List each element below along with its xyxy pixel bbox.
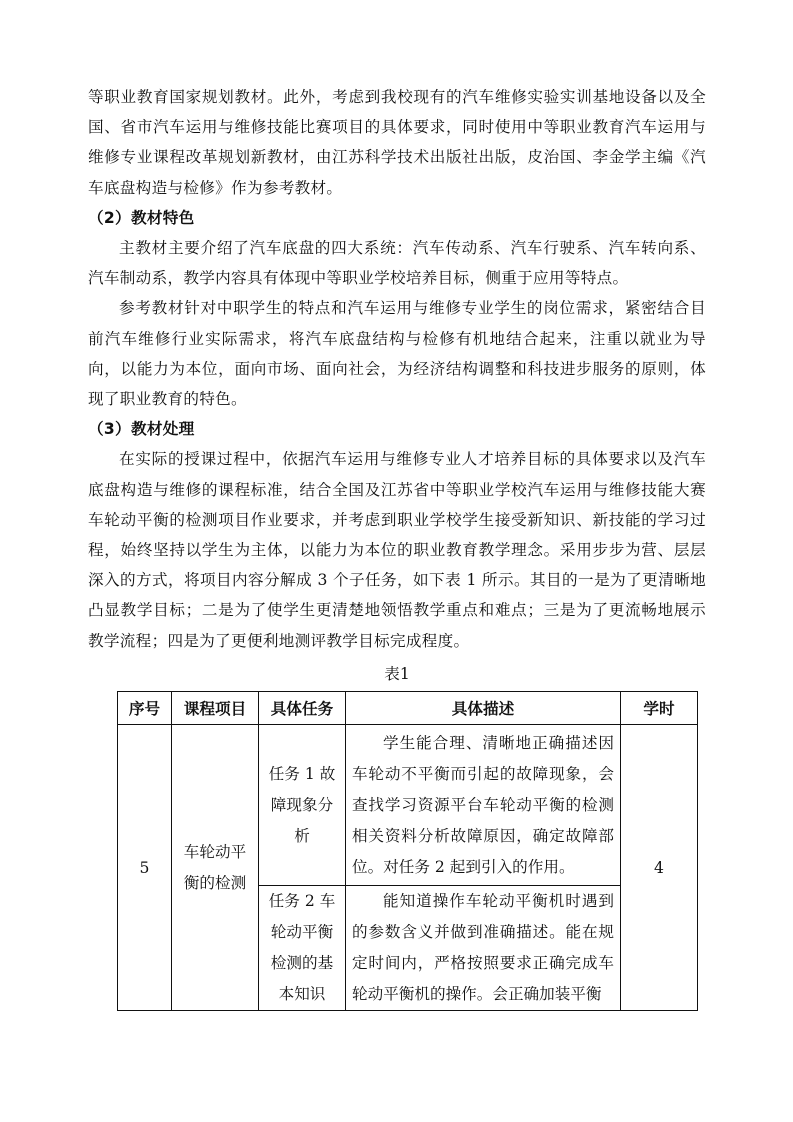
- section-heading-features: （2）教材特色: [88, 208, 195, 227]
- features-paragraph-1: 主教材主要介绍了汽车底盘的四大系统：汽车传动系、汽车行驶系、汽车转向系、汽车制动系，教学内容具有体现中等职业学校培养目标，侧重于应用等特点。: [88, 239, 706, 288]
- header-task: 具体任务: [259, 692, 346, 725]
- cell-task-1: 任务 1 故障现象分析: [259, 725, 346, 886]
- processing-paragraph: 在实际的授课过程中，依据汽车运用与维修专业人才培养目标的具体要求以及汽车底盘构造与维修的课程标准，结合全国及江苏省中等职业学校汽车运用与维修技能大赛车轮动平衡的检测项目作业要求，并考虑到职业学校学生接受新知识、新技能的学习过程，始终坚持以学生为主体，以能力为本位的职业教育教学理念。采用步步为营、层层深入的方式，将项目内容分解成 3 个子任务，如下表 1 所示。其目的一是为了更清晰地凸显教学目标；二是为了使学生更清楚地领悟教学重点和难点；三是为了更流畅地展示教学流程；四是为了更便利地测评教学目标完成程度。: [88, 450, 706, 650]
- cell-hours: 4: [621, 725, 698, 1011]
- table-header-row: [118, 692, 698, 725]
- table-caption: 表1: [384, 664, 410, 683]
- cell-seq: 5: [118, 725, 172, 1011]
- header-desc: 具体描述: [346, 692, 621, 725]
- section-heading-processing: （3）教材处理: [88, 420, 195, 439]
- cell-desc-1: 学生能合理、清晰地正确描述因车轮动不平衡而引起的故障现象，会查找学习资源平台车轮动平衡的检测相关资料分析故障原因，确定故障部位。对任务 2 起到引入的作用。: [346, 725, 621, 886]
- header-hours: 学时: [621, 692, 698, 725]
- document-page: [88, 82, 706, 1011]
- header-course: 课程项目: [172, 692, 259, 725]
- cell-desc-2: 能知道操作车轮动平衡机时遇到的参数含义并做到准确描述。能在规定时间内，严格按照要求正确完成车轮动平衡机的操作。会正确加装平衡: [346, 886, 621, 1011]
- table-row: [118, 725, 698, 886]
- header-seq: 序号: [118, 692, 172, 725]
- cell-task-2: 任务 2 车轮动平衡检测的基本知识: [259, 886, 346, 1011]
- intro-paragraph: 等职业教育国家规划教材。此外，考虑到我校现有的汽车维修实验实训基地设备以及全国、省市汽车运用与维修技能比赛项目的具体要求，同时使用中等职业教育汽车运用与维修专业课程改革规划新教材，由江苏科学技术出版社出版，皮治国、李金学主编《汽车底盘构造与检修》作为参考教材。: [88, 88, 706, 197]
- task-table: [117, 691, 698, 1011]
- cell-course: 车轮动平衡的检测: [172, 725, 259, 1011]
- features-paragraph-2: 参考教材针对中职学生的特点和汽车运用与维修专业学生的岗位需求，紧密结合目前汽车维修行业实际需求，将汽车底盘结构与检修有机地结合起来，注重以就业为导向，以能力为本位，面向市场、面向社会，为经济结构调整和科技进步服务的原则，体现了职业教育的特色。: [88, 299, 706, 409]
